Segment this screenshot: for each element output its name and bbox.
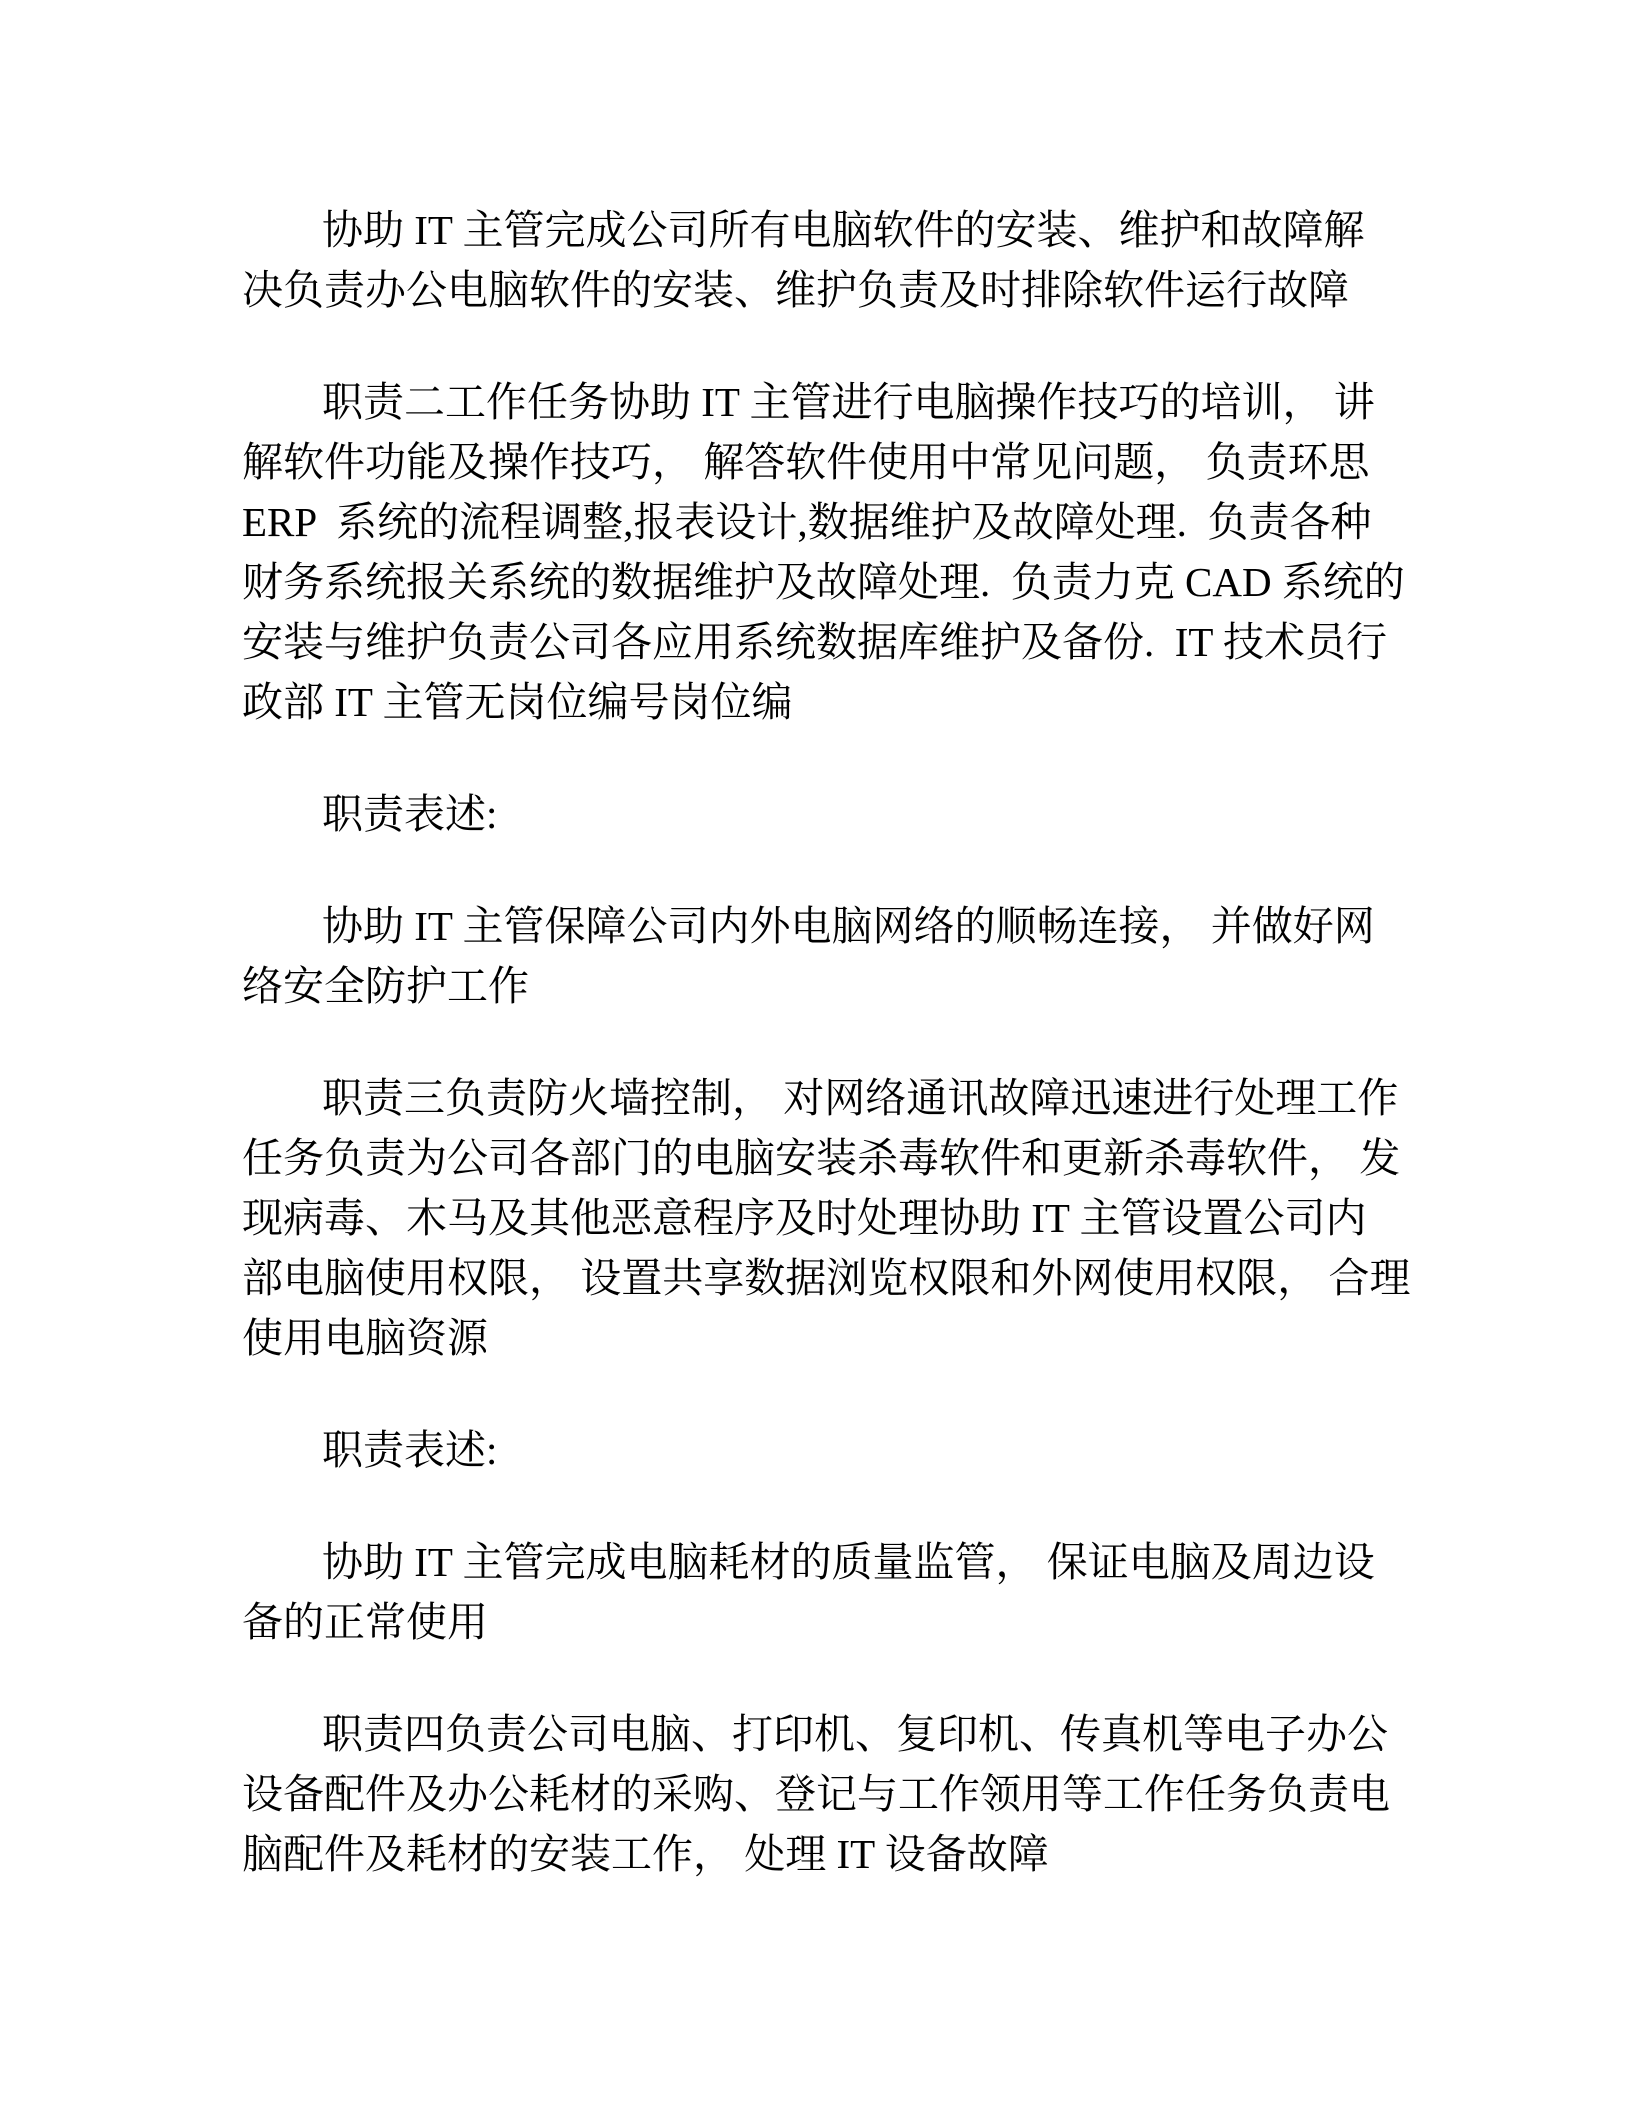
paragraph-8 (242, 1704, 1502, 1884)
text-line: 部电脑使用权限， 设置共享数据浏览权限和外网使用权限， 合理 (242, 1255, 1411, 1301)
paragraph-4 (242, 896, 1502, 1016)
text-line: 协助 IT 主管完成公司所有电脑软件的安装、维护和故障解 (322, 207, 1365, 253)
text-line: 协助 IT 主管保障公司内外电脑网络的顺畅连接， 并做好网 (322, 903, 1375, 949)
text-line: 脑配件及耗材的安装工作， 处理 IT 设备故障 (242, 1831, 1049, 1877)
text-line: 政部 IT 主管无岗位编号岗位编 (242, 679, 793, 725)
paragraph-7 (242, 1532, 1502, 1652)
text-line: 职责三负责防火墙控制， 对网络通讯故障迅速进行处理工作 (322, 1075, 1399, 1121)
text-line: 解软件功能及操作技巧， 解答软件使用中常见问题， 负责环思 (242, 439, 1370, 485)
text-line: 备的正常使用 (242, 1599, 488, 1645)
text-line: 安装与维护负责公司各应用系统数据库维护及备份. IT 技术员行 (242, 619, 1387, 665)
text-line: 任务负责为公司各部门的电脑安装杀毒软件和更新杀毒软件， 发 (242, 1135, 1401, 1181)
text-line: 职责表述: (322, 1427, 498, 1473)
paragraph-5 (242, 1068, 1502, 1368)
document-body (242, 200, 1502, 1936)
text-line: 职责二工作任务协助 IT 主管进行电脑操作技巧的培训， 讲 (322, 379, 1375, 425)
paragraph-2 (242, 372, 1502, 732)
paragraph-1 (242, 200, 1502, 320)
text-line: 决负责办公电脑软件的安装、维护负责及时排除软件运行故障 (242, 267, 1349, 313)
text-line: 络安全防护工作 (242, 963, 529, 1009)
text-line: 财务系统报关系统的数据维护及故障处理. 负责力克 CAD 系统的 (242, 559, 1405, 605)
text-line: 设备配件及办公耗材的采购、登记与工作领用等工作任务负责电 (242, 1771, 1390, 1817)
text-line: 现病毒、木马及其他恶意程序及时处理协助 IT 主管设置公司内 (242, 1195, 1367, 1241)
text-line: 职责四负责公司电脑、打印机、复印机、传真机等电子办公 (322, 1711, 1388, 1757)
text-line: 使用电脑资源 (242, 1315, 488, 1361)
text-line: 职责表述: (322, 791, 498, 837)
paragraph-6 (242, 1420, 1502, 1480)
text-line: ERP 系统的流程调整,报表设计,数据维护及故障处理. 负责各种 (242, 499, 1372, 545)
paragraph-3 (242, 784, 1502, 844)
text-line: 协助 IT 主管完成电脑耗材的质量监管， 保证电脑及周边设 (322, 1539, 1375, 1585)
